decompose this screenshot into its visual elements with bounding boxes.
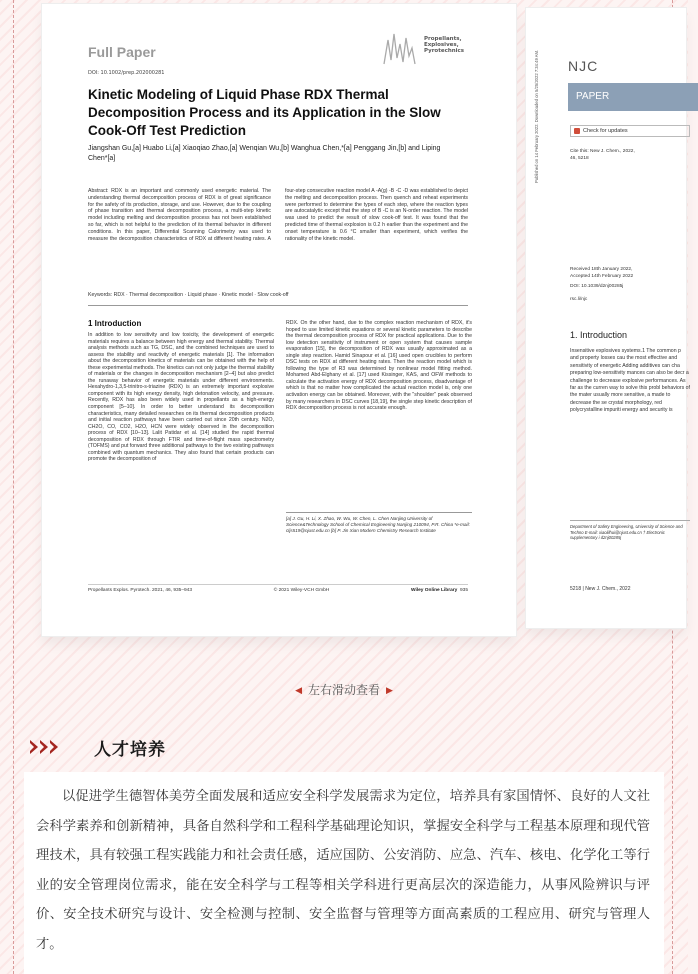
article-keywords: Keywords: RDX · Thermal decomposition · Liquid phase · Kinetic model · Slow cook-off (88, 292, 289, 298)
page-footer (88, 584, 468, 593)
intro-heading: 1 Introduction (88, 319, 142, 328)
section-title: 人才培养 (94, 739, 166, 760)
footer-library: Wiley Online Library 935 (410, 588, 468, 593)
njc-paper-band: PAPER (568, 83, 698, 111)
check-updates-button[interactable]: Check for updates (570, 125, 690, 137)
arrow-left-icon[interactable]: ◀ (295, 686, 302, 696)
footer-copyright: © 2021 Wiley-VCH GmbH (273, 588, 330, 593)
njc-page-footer: 5218 | New J. Chem., 2022 (570, 586, 631, 592)
journal-logo (382, 30, 492, 70)
divider (88, 305, 468, 306)
njc-footnote: Department of Safety Engineering, University of Science and Techno E-mail: xiaolilhui@njust.edu.cn † Electronic supplementary i d2nj00285j (570, 520, 690, 541)
check-updates-icon (574, 128, 580, 134)
section-body: 以促进学生德智体美劳全面发展和适应安全科学发展需求为定位，培养具有家国情怀、良好的人文社会科学素养和创新精神，具备自然科学和工程科学基础理论知识，掌握安全科学与工程基本原理和现代管理技术，具有较强工程实践能力和社会责任感，适应国防、公安消防、应急、汽车、核电、化学化工等行业的安全管理岗位需求，能在安全科学与工程等相关学科进行更高层次的深造能力，从事风险辨识与评价、安全技术研究与设计、安全检测与控制、安全监督与管理等方面高素质的工程应用、研究与管理人才。 (36, 789, 650, 952)
left-dashed-border (13, 0, 14, 974)
njc-published-note: Published on 14 February 2022. Downloaded on 5/25/2022 7:34:49 AM. (534, 49, 539, 183)
article-authors: Jiangshan Gu,[a] Huabo Li,[a] Xiaoqiao Zhao,[a] Wenqian Wu,[b] Wanghua Chen,*[a] Penggang Jin,[b] and Liping Chen*[a] (88, 145, 441, 162)
body-column-right: RDX. On the other hand, due to the complex reaction mechanism of RDX, it's hoped to use limited kinetic equations or several kinetic parameters to describe the thermal decomposition process of RDX for practical applications. Due to the low detection sensitivity of instrument or open system that causes sample evaporation [15], the decomposition of RDX was usually approximated as a single step reaction. Hamid Sinapour et al. [16] used open crucibles to perform DSC tests on RDX at different heating rates. Then the reaction model which is following the type of R3 was determined by nonlinear model fitting method. Mohamed Abd-Elghany et al. [17] used Kissinger, KAS, and OFW methods to calculate the activation energy of RDX decomposition process, disadvantage of which is that no matter how complicated the actual reaction model is, only one activation energy can be obtained. Moreover, with the "shoulder" peak observed by many researchers in DSC curves [18,19], the single step kinetic description of RDX decomposition process is not accurate enough. (286, 320, 472, 412)
njc-citation: Cite this: New J. Chem., 2022, 46, 5218 (570, 149, 635, 161)
section-header (30, 734, 166, 760)
body-column-left: In addition to low sensitivity and low toxicity, the development of energetic materials requires a balance between high energy and thermal stability. Thermal analysis methods such as TG, DSC, and the combined techniques are used to assess the stability and reactivity of energetic materials [1]. The information about the decomposition kinetics of materials can be obtained with the help of these experimental methods. The kinetics can not only judge the thermal stability of materials or the changes in decomposition mechanism [2–4] but also predict the runaway behavior of energetic materials under different environments. Hexahydro-1,3,5-trinitro-s-triazine (RDX) is an extremely important explosive component with its high energy density, high detonation velocity, and pressure. Recently, RDX has also been widely used in propellants as a high-energy component [5–10]. In order to better understand its decomposition characteristics, many detailed researches on its thermal decomposition products and initial reaction pathways have been carried out since 20th century. N2O, CH2O, CO, CO2, H2O, HCN were widely observed in the decomposition process of RDX [10–13]. Lalit Patidar et al. [14] studied the rapid thermal decomposition of RDX through FTIR and time-of-flight mass spectrometry (TOFMS) and put forward three additional pathways to the two existing pathways combined with quantum mechanics. They also found that certain products can promote the decomposition of (88, 332, 274, 463)
journal-logo-icon (382, 30, 422, 66)
njc-intro-heading: 1. Introduction (570, 330, 628, 340)
footer-citation: Propellants Explos. Pyrotech. 2021, 46, 935–943 (88, 588, 193, 593)
njc-dates: Received 18th January 2022, Accepted 14th February 2022 DOI: 10.1039/d2nj00285j rsc.li/njc (570, 267, 634, 302)
article-type: Full Paper (88, 44, 156, 60)
article-doi: DOI: 10.1002/prep.202000281 (88, 70, 165, 76)
swipe-label: 左右滑动查看 (307, 683, 380, 697)
paper-carousel[interactable] (26, 0, 690, 680)
njc-journal: NJC (568, 58, 599, 74)
paper-page-2 (526, 8, 690, 628)
arrow-right-icon[interactable]: ▶ (386, 686, 393, 696)
paper-page-1 (42, 4, 516, 636)
chevrons-icon (30, 740, 60, 754)
affiliations: [a] J. Gu, H. Li, X. Zhao, W. Wu, W. Chen, L. Chen Nanjing University of Science&Technology School of Chemical Engineering Nanjing 210094, P.R. China *e-mail: cljs519@njust.edu.cn [b] P. Jin Xian Modern Chemistry Research Institute (286, 512, 472, 535)
article-abstract: Abstract: RDX is an important and commonly used energetic material. The understanding thermal decomposition process of RDX is of great significance for the safety of its production, storage, and use. However, due to the coupling of phase transition and thermal decomposition process, a multi-step kinetic model including melting and decomposition process has not been established so far, which is not helpful to the prediction of its thermal behavior in different conditions. In this paper, Differential Scanning Calorimetry was used to measure the decomposition characteristics of RDX at different heating rates. A four-step consecutive reaction model A -A(g) -B -C -D was established to depict the melting and decomposition process. Then quench and reheat experiments were performed to determine the types of each step, where the reaction types are autocatalytic except that the step of B -C is an N-order reaction. The model was used to predict the result of slow cook-off test. It was found that the predicted time of thermal explosion is 0.2 h earlier than the experiment and the onset temperature is 0.6 °C smaller than experiment, which verifies the rationality of the kinetic model. (88, 188, 468, 242)
njc-body: Insensitive explosives systems.1 The common p and property losses cau the most effective and sensitivity of energetic Adding additives can cha preparing low-sensitivity mances can also be decr a challenge to decrease explosive performances. As far as the curren way to solve this probl behaviors of the mater usually more sensitive, a made to decrease the se crystal morphology, red polycrystalline impuriti energy and security is (570, 348, 690, 414)
journal-name: Propellants, Explosives, Pyrotechnics (424, 36, 465, 54)
swipe-hint (0, 681, 688, 698)
article-title: Kinetic Modeling of Liquid Phase RDX Thermal Decomposition Process and its Application in the Slow Cook-Off Test Prediction (88, 87, 441, 138)
